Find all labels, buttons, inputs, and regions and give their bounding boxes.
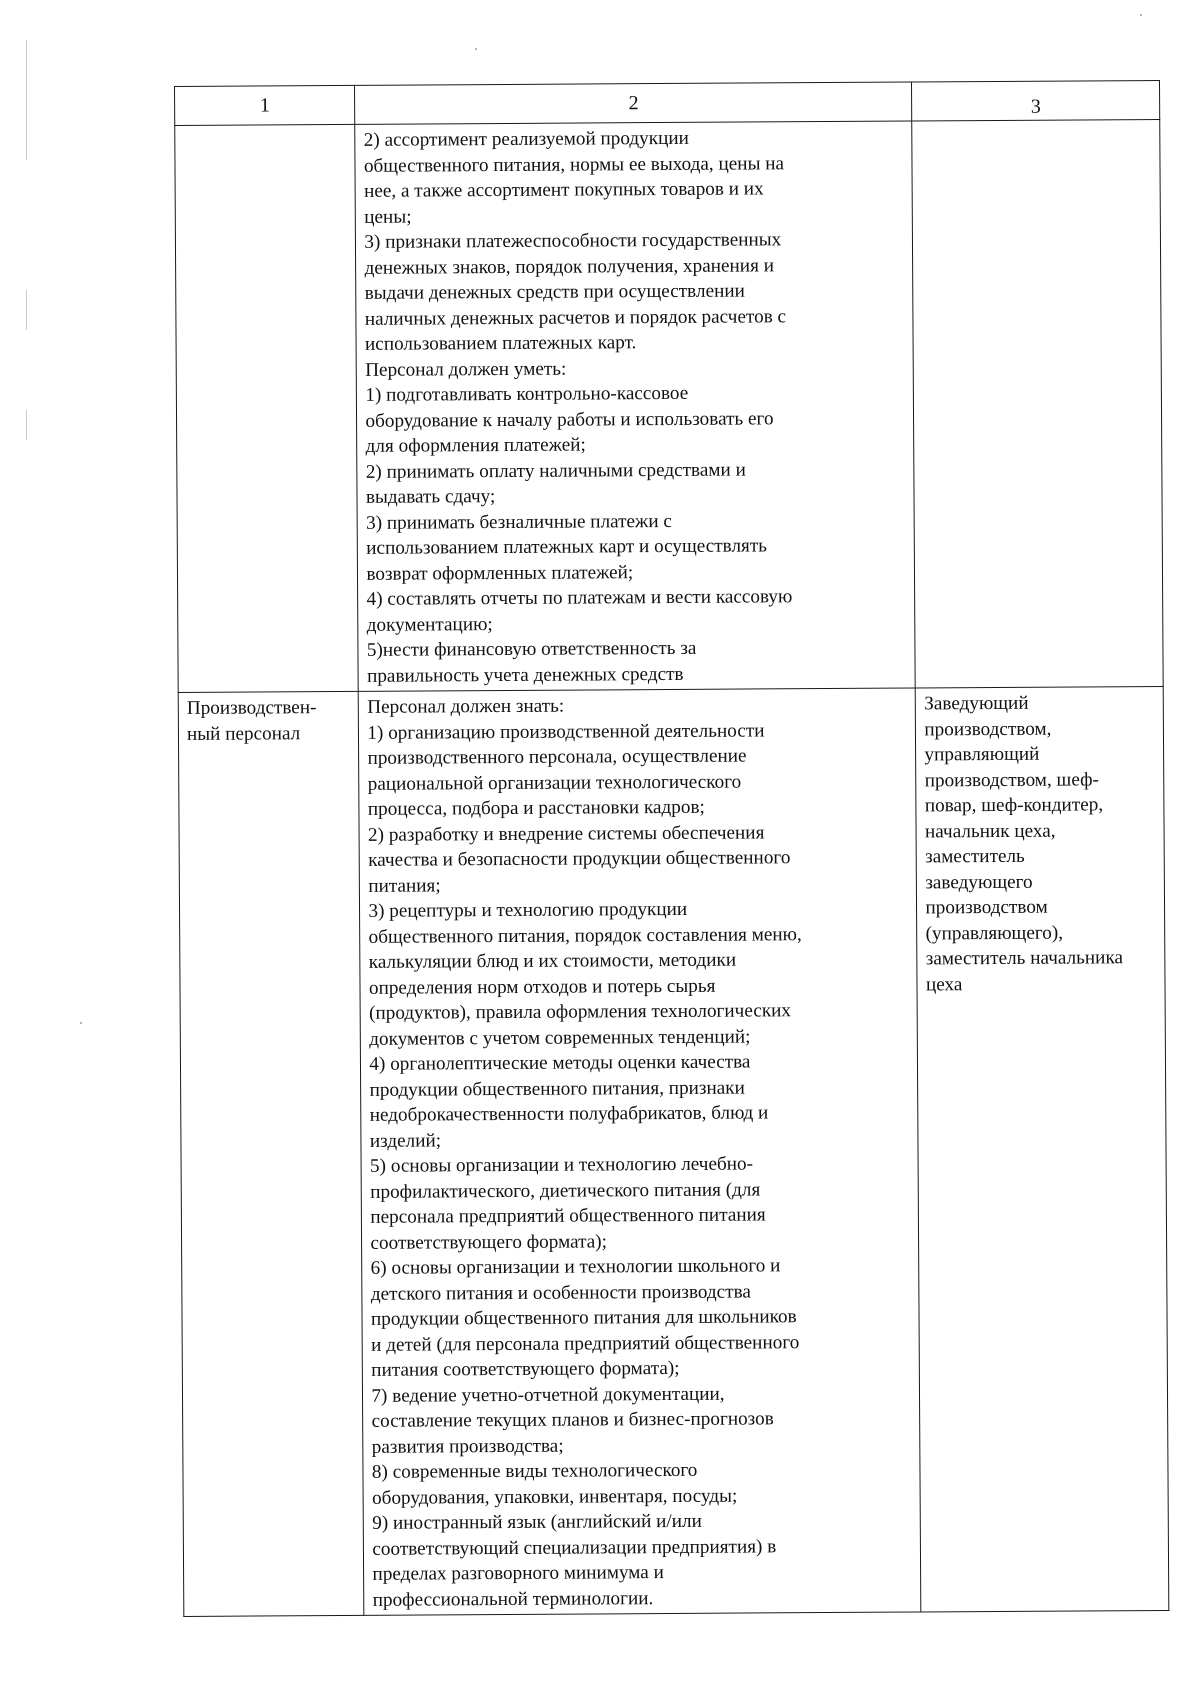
text-line: управляющий xyxy=(924,743,1040,766)
text-line: производственного персонала, осуществление xyxy=(367,745,747,769)
text-line: документацию; xyxy=(366,613,493,636)
scan-edge-mark xyxy=(26,290,27,330)
text-line: 8) современные виды технологического xyxy=(371,1459,698,1483)
text-line: персонала предприятий общественного питания xyxy=(370,1204,766,1228)
text-line: общественного питания, порядок составления меню, xyxy=(368,923,802,948)
text-line: производством xyxy=(925,896,1048,919)
text-line: и детей (для персонала предприятий общественного xyxy=(371,1331,800,1356)
column-number-2: 2 xyxy=(355,82,912,124)
position-cell xyxy=(178,691,364,1616)
text-line: 1) подготавливать контрольно-кассовое xyxy=(365,382,689,406)
text-line: цены; xyxy=(364,206,412,228)
text-line: возврат оформленных платежей; xyxy=(366,561,634,585)
text-line: изделий; xyxy=(369,1129,442,1152)
scan-edge-mark xyxy=(26,40,27,160)
text-line: (управляющего), xyxy=(925,922,1064,944)
text-line: профилактического, диетического питания (для xyxy=(370,1178,761,1203)
text-line: 5) основы организации и технологию лечебно- xyxy=(369,1153,754,1177)
text-line: продукции общественного питания для школьников xyxy=(370,1306,797,1330)
text-line: Заведующий xyxy=(924,692,1029,715)
text-line: выдачи денежных средств при осуществлении xyxy=(364,280,745,304)
text-line: наличных денежных расчетов и порядок расчетов с xyxy=(364,305,787,330)
scan-speck xyxy=(475,48,477,50)
text-line: Производствен- xyxy=(186,697,317,719)
column-number-1: 1 xyxy=(175,85,356,125)
job-titles-cell xyxy=(916,686,1169,1611)
text-line: использованием платежных карт. xyxy=(364,332,637,355)
text-line: питания; xyxy=(368,874,441,897)
text-line: нее, а также ассортимент покупных товаров и их xyxy=(364,178,764,202)
text-line: 2) ассортимент реализуемой продукции xyxy=(363,127,689,151)
text-line: использованием платежных карт и осуществлять xyxy=(366,535,768,559)
text-line: заместитель xyxy=(925,845,1025,868)
text-line: определения норм отходов и потерь сырья xyxy=(368,975,716,999)
scan-edge-mark xyxy=(26,410,27,440)
table-header-row xyxy=(175,80,1160,125)
text-line: правильность учета денежных средств xyxy=(366,663,684,687)
text-line: 2) принимать оплату наличными средствами и xyxy=(365,459,746,483)
text-line: 3) признаки платежеспособности государственных xyxy=(364,229,782,253)
scan-speck xyxy=(80,1022,82,1024)
text-line: (продуктов), правила оформления технологических xyxy=(369,1000,792,1024)
text-line: цеха xyxy=(925,973,963,995)
text-line: для оформления платежей; xyxy=(365,434,586,457)
text-line: пределах разговорного минимума и xyxy=(372,1562,664,1585)
text-line: рациональной организации технологического xyxy=(367,771,742,795)
text-line: производством, xyxy=(924,718,1052,740)
text-line: 4) органолептические методы оценки качества xyxy=(369,1051,751,1075)
text-line: общественного питания, нормы ее выхода, цены на xyxy=(363,152,785,177)
text-line: соответствующий специализации предприятия) в xyxy=(372,1535,777,1560)
text-line: заведующего xyxy=(925,871,1033,893)
text-line: продукции общественного питания, признаки xyxy=(369,1077,745,1101)
text-line: калькуляции блюд и их стоимости, методики xyxy=(368,949,737,973)
text-line: недоброкачественности полуфабрикатов, блюд и xyxy=(369,1102,769,1126)
text-line: питания соответствующего формата); xyxy=(371,1357,680,1381)
requirements-table xyxy=(174,80,1169,1617)
text-line: 9) иностранный язык (английский и/или xyxy=(372,1510,702,1534)
text-line: денежных знаков, порядок получения, хранения и xyxy=(364,254,774,279)
text-line: профессиональной терминологии. xyxy=(372,1587,654,1611)
text-line: 4) составлять отчеты по платежам и вести кассовую xyxy=(366,586,793,610)
requirements-cell xyxy=(355,121,915,691)
text-line: качества и безопасности продукции общественного xyxy=(368,847,791,871)
text-line: 3) принимать безналичные платежи с xyxy=(366,510,672,534)
text-line: документов с учетом современных тенденций; xyxy=(369,1025,751,1050)
text-line: Персонал должен уметь: xyxy=(365,358,567,381)
text-line: детского питания и особенности производства xyxy=(370,1280,751,1305)
text-line: развития производства; xyxy=(371,1435,564,1458)
table-row xyxy=(175,119,1163,692)
text-line: составление текущих планов и бизнес-прогнозов xyxy=(371,1408,774,1432)
text-line: ный персонал xyxy=(186,722,301,745)
text-line: соответствующего формата); xyxy=(370,1230,608,1254)
text-line: 1) организацию производственной деятельности xyxy=(367,719,765,744)
text-line: процесса, подбора и расстановки кадров; xyxy=(367,796,705,820)
text-line: повар, шеф-кондитер, xyxy=(924,794,1104,817)
text-line: 2) разработку и внедрение системы обеспечения xyxy=(367,821,765,846)
text-line: Персонал должен знать: xyxy=(367,695,565,718)
table-row xyxy=(178,686,1169,1616)
text-line: оборудование к началу работы и использовать его xyxy=(365,407,774,432)
text-line: 7) ведение учетно-отчетной документации, xyxy=(371,1383,725,1407)
text-line: 6) основы организации и технологии школьного и xyxy=(370,1255,781,1279)
text-line: оборудования, упаковки, инвентаря, посуды; xyxy=(371,1485,738,1509)
job-titles-cell xyxy=(912,119,1163,688)
text-line: заместитель начальника xyxy=(925,947,1124,970)
text-line: производством, шеф- xyxy=(924,768,1099,791)
text-line: выдавать сдачу; xyxy=(365,486,496,508)
column-number-3: 3 xyxy=(912,80,1160,121)
text-line: 3) рецептуры и технологию продукции xyxy=(368,898,688,922)
scan-speck xyxy=(1140,14,1142,16)
requirements-cell xyxy=(359,688,922,1615)
text-line: начальник цеха, xyxy=(924,820,1056,842)
position-cell xyxy=(175,124,359,692)
text-line: 5)нести финансовую ответственность за xyxy=(366,637,697,661)
